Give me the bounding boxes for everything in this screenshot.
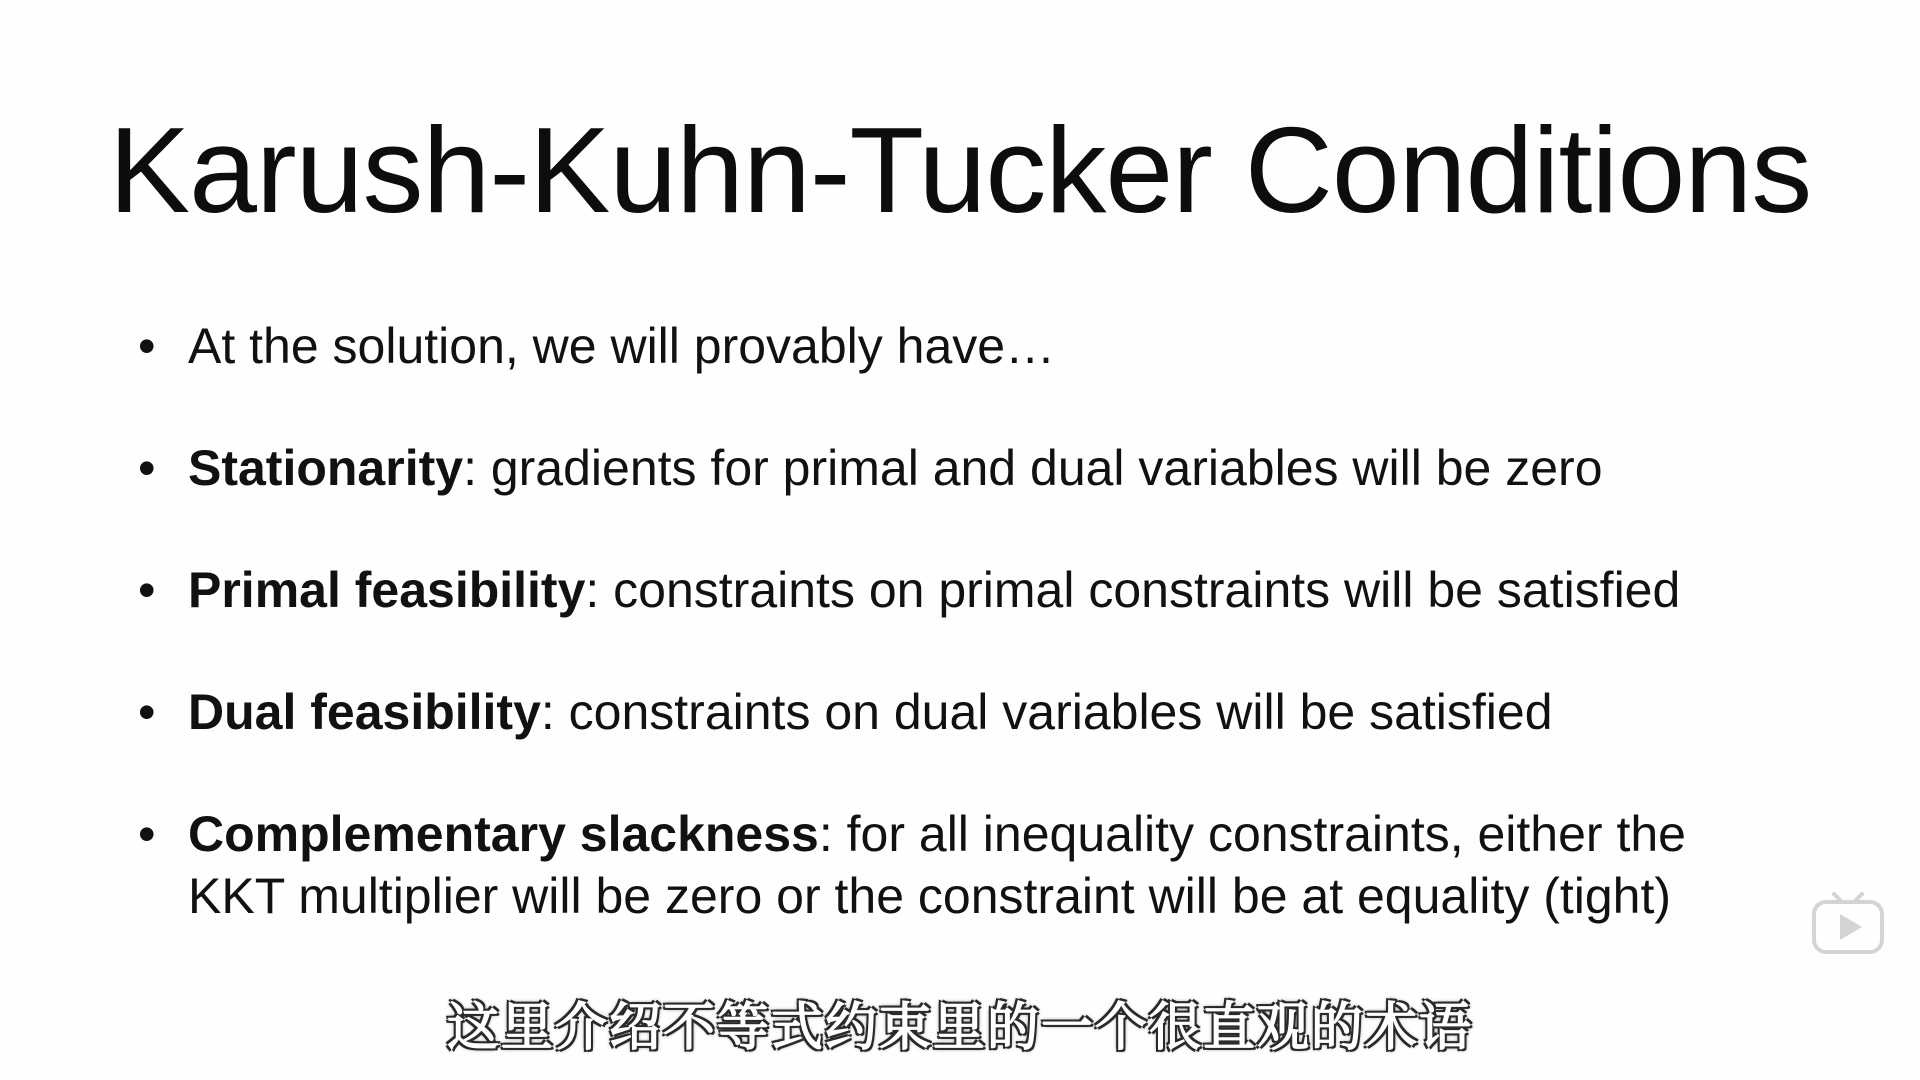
bullet-text: : gradients for primal and dual variables will be zero [463,440,1603,496]
bullet-term: Dual feasibility [188,684,541,740]
bullet-dot-icon: • [138,806,156,862]
bullet-dot-icon: • [138,562,156,618]
bullet-item [136,681,1796,743]
bullet-item [136,559,1796,621]
video-subtitle: 这里介绍不等式约束里的一个很直观的术语 [446,998,1473,1058]
bullet-item [136,803,1796,927]
video-player-icon [1810,892,1886,956]
bullet-text: : constraints on dual variables will be satisfied [540,684,1553,740]
bullet-term: Complementary slackness [188,806,819,862]
bullet-item [136,315,1796,377]
slide-title: Karush-Kuhn-Tucker Conditions [108,102,1812,238]
bullet-dot-icon: • [138,318,156,374]
bullet-text: At the solution, we will provably have… [188,318,1056,374]
bullet-list [136,315,1796,987]
bullet-item [136,437,1796,499]
bullet-term: Stationarity [188,440,464,496]
bullet-text: : for all inequality constraints, either the KKT multiplier will be zero or the constraint will be at equality (tight) [188,806,1686,924]
bullet-text: : constraints on primal constraints will be satisfied [585,562,1681,618]
bullet-dot-icon: • [138,684,156,740]
bullet-dot-icon: • [138,440,156,496]
bullet-term: Primal feasibility [188,562,586,618]
